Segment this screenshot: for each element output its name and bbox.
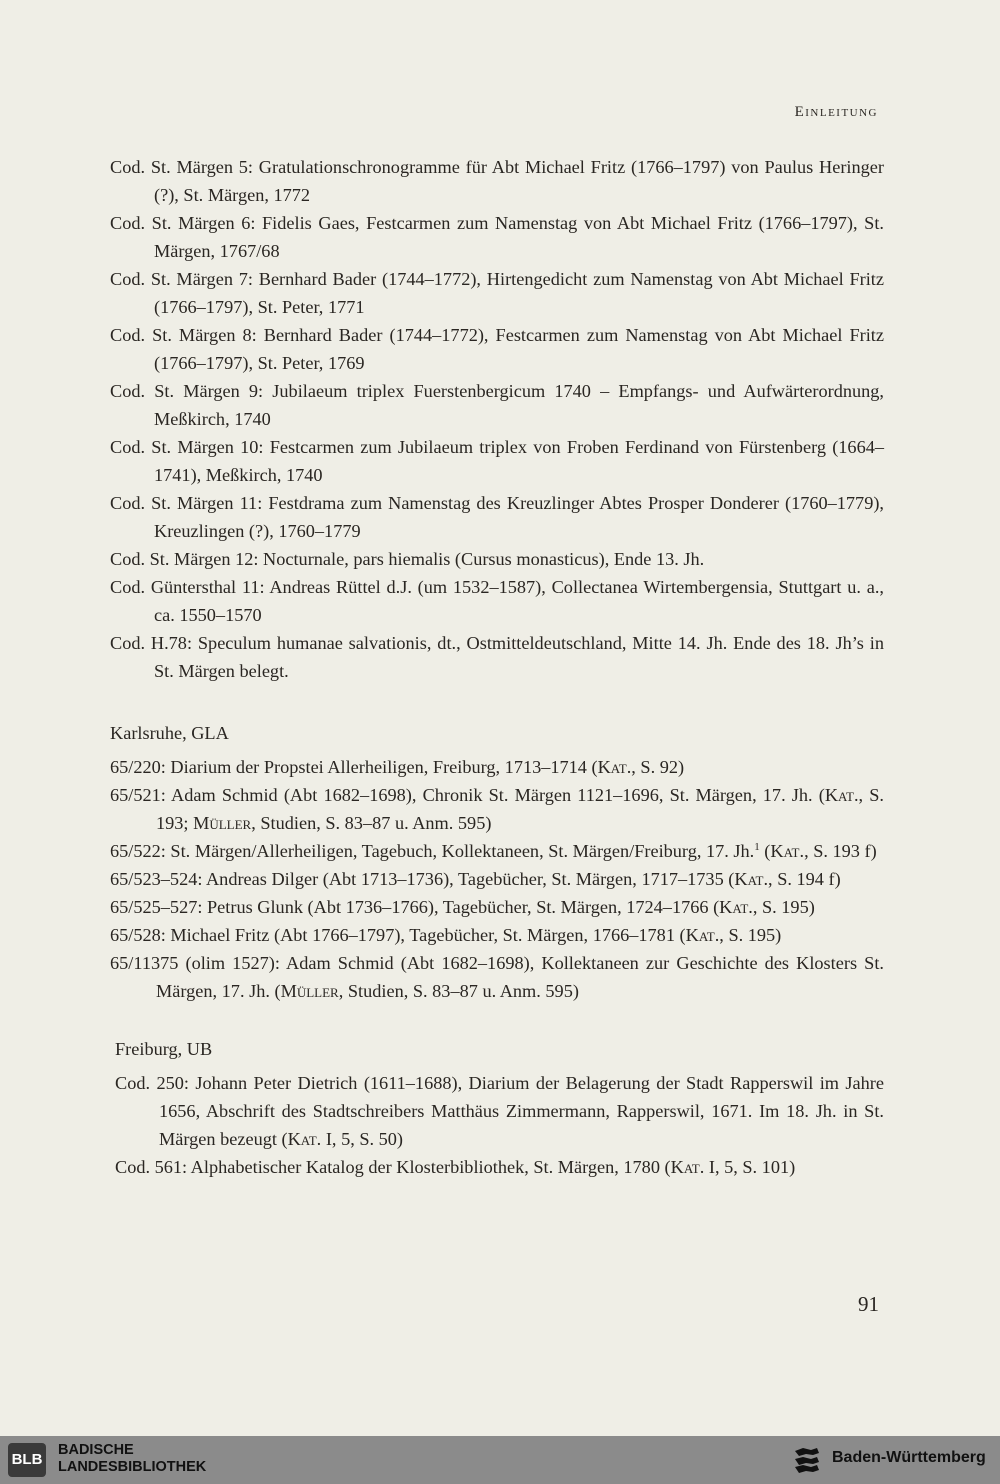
kat-abbreviation: Kat.: [670, 1157, 705, 1177]
manuscript-entry: Cod. St. Märgen 8: Bernhard Bader (1744–1772), Festcarmen zum Namenstag von Abt Michael Fritz (1766–1797), St. Peter, 1769: [110, 325, 884, 373]
page-content: [110, 153, 884, 1181]
entry-text: 65/220: Diarium der Propstei Allerheiligen, Freiburg, 1713–1714 (: [110, 757, 598, 777]
library-entry: [115, 1153, 884, 1181]
section-heading-freiburg: Freiburg, UB: [115, 1039, 213, 1059]
entry-text: 65/521: Adam Schmid (Abt 1682–1698), Chronik St. Märgen 1121–1696, St. Märgen, 17. Jh. (: [110, 785, 825, 805]
state-coat-of-arms-icon: [792, 1445, 822, 1475]
manuscript-entry: Cod. St. Märgen 6: Fidelis Gaes, Festcarmen zum Namenstag von Abt Michael Fritz (1766–1797), St. Märgen, 1767/68: [110, 213, 884, 261]
manuscript-entry: Cod. St. Märgen 11: Festdrama zum Namenstag des Kreuzlinger Abtes Prosper Donderer (1760–1779), Kreuzlingen (?), 1760–1779: [110, 493, 884, 541]
manuscript-entry: Cod. St. Märgen 10: Festcarmen zum Jubilaeum triplex von Froben Ferdinand von Fürstenberg (1664–1741), Meßkirch, 1740: [110, 437, 884, 485]
running-header: Einleitung: [794, 104, 878, 120]
kat-abbreviation: Kat.: [824, 785, 859, 805]
footer-bar: [0, 1436, 1000, 1484]
entry-text: (: [759, 841, 771, 861]
page-number: 91: [858, 1292, 879, 1316]
kat-abbreviation: Kat.: [719, 897, 753, 917]
entry-text: 65/522: St. Märgen/Allerheiligen, Tagebuch, Kollektaneen, St. Märgen/Freiburg, 17. Jh.: [110, 841, 755, 861]
library-name[interactable]: [58, 1442, 206, 1476]
manuscript-entry: Cod. St. Märgen 5: Gratulationschronogramme für Abt Michael Fritz (1766–1797) von Paulus Heringer (?), St. Märgen, 1772: [110, 157, 884, 205]
archive-entry: [110, 781, 884, 837]
entry-text: 65/525–527: Petrus Glunk (Abt 1736–1766), Tagebücher, St. Märgen, 1724–1766 (: [110, 897, 720, 917]
manuscript-entry: Cod. St. Märgen 9: Jubilaeum triplex Fuerstenbergicum 1740 – Empfangs- und Aufwärterordnung, Meßkirch, 1740: [110, 381, 884, 429]
archive-entry: [110, 921, 884, 949]
kat-abbreviation: Kat.: [685, 925, 720, 945]
entry-text: 65/523–524: Andreas Dilger (Abt 1713–1736), Tagebücher, St. Märgen, 1717–1735 (: [110, 869, 735, 889]
kat-abbreviation: Kat.: [287, 1129, 322, 1149]
archive-entry: [110, 949, 884, 1005]
kat-abbreviation: Kat.: [734, 869, 769, 889]
archive-entry: [110, 865, 884, 893]
entry-text: , S. 195): [719, 925, 782, 945]
section-heading-karlsruhe: Karlsruhe, GLA: [110, 723, 229, 743]
author-name: Müller: [193, 813, 252, 833]
entry-text: 65/528: Michael Fritz (Abt 1766–1797), Tagebücher, St. Märgen, 1766–1781 (: [110, 925, 686, 945]
entry-text: , S. 195): [752, 897, 815, 917]
archive-entry: [110, 837, 884, 865]
author-name: Müller: [280, 981, 339, 1001]
entry-text: , S. 193;: [156, 785, 884, 833]
entry-text: , S. 194 f): [768, 869, 841, 889]
library-name-line2: LANDESBIBLIOTHEK: [58, 1459, 207, 1475]
archive-entry: [110, 753, 884, 781]
entry-text: , Studien, S. 83–87 u. Anm. 595): [338, 981, 579, 1001]
entry-text: I, 5, S. 50): [321, 1129, 404, 1149]
state-name[interactable]: Baden-Württemberg: [832, 1449, 986, 1466]
manuscript-entry: Cod. St. Märgen 7: Bernhard Bader (1744–1772), Hirtengedicht zum Namenstag von Abt Michael Fritz (1766–1797), St. Peter, 1771: [110, 269, 884, 317]
library-name-line1: BADISCHE: [58, 1442, 134, 1458]
entry-text: Cod. 561: Alphabetischer Katalog der Klosterbibliothek, St. Märgen, 1780 (: [115, 1157, 671, 1177]
blb-logo[interactable]: BLB: [8, 1443, 46, 1477]
entry-text: , S. 193 f): [804, 841, 877, 861]
manuscript-entry: Cod. Güntersthal 11: Andreas Rüttel d.J. (um 1532–1587), Collectanea Wirtembergensia, Stuttgart u. a., ca. 1550–1570: [110, 577, 884, 625]
kat-abbreviation: Kat.: [597, 757, 632, 777]
entry-text: , Studien, S. 83–87 u. Anm. 595): [251, 813, 492, 833]
library-entry: [115, 1069, 884, 1153]
kat-abbreviation: Kat.: [770, 841, 805, 861]
entry-text: 65/11375 (olim 1527): Adam Schmid (Abt 1682–1698), Kollektaneen zur Geschichte des Klosters St. Märgen, 17. Jh. (: [110, 953, 884, 1001]
entry-text: I, 5, S. 101): [704, 1157, 796, 1177]
manuscript-entry: Cod. H.78: Speculum humanae salvationis, dt., Ostmitteldeutschland, Mitte 14. Jh. Ende des 18. Jh’s in St. Märgen belegt.: [110, 633, 884, 681]
entry-text: Cod. 250: Johann Peter Dietrich (1611–1688), Diarium der Belagerung der Stadt Rapperswil im Jahre 1656, Abschrift des Stadtschreibers Matthäus Zimmermann, Rapperswil, 1671. Im 18. Jh. in St. Märgen bezeugt (: [115, 1073, 884, 1149]
manuscript-entry: Cod. St. Märgen 12: Nocturnale, pars hiemalis (Cursus monasticus), Ende 13. Jh.: [110, 549, 705, 569]
entry-text: , S. 92): [631, 757, 685, 777]
footnote-marker: 1: [754, 840, 760, 853]
archive-entry: [110, 893, 884, 921]
